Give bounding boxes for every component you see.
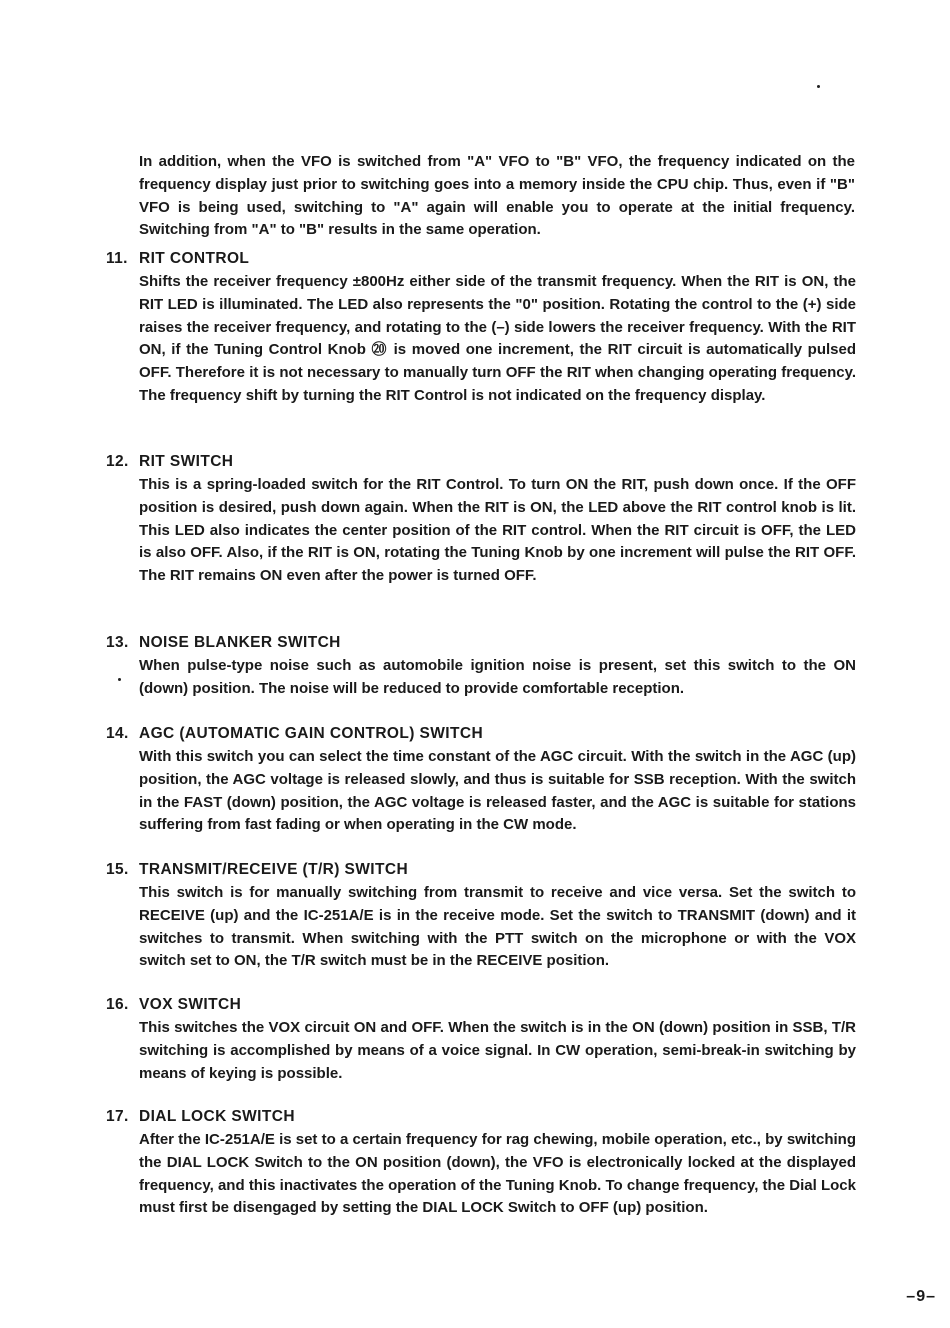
section-rit-switch	[106, 451, 856, 588]
section-number: 14.	[106, 725, 129, 742]
section-rit-control	[106, 248, 856, 408]
section-noise-blanker-switch	[106, 632, 856, 701]
section-number: 11.	[106, 250, 128, 267]
section-body: Shifts the receiver frequency ±800Hz either side of the transmit frequency. When the RIT is ON, the RIT LED is illuminated. The LED also represents the "0" position. Rotating the control to the (+) side raises the receiver frequency, and rotating to the (–) side lowers the receiver frequency. With the RIT ON, if the Tuning Control Knob ⑳ is moved one increment, the RIT circuit is automatically pulsed OFF. Therefore it is not necessary to manually turn OFF the RIT when changing operating frequency. The frequency shift by turning the RIT Control is not indicated on the frequency display.	[139, 273, 856, 404]
section-body: This switch is for manually switching from transmit to receive and vice versa. Set the switch to RECEIVE (up) and the IC-251A/E is in the receive mode. Set the switch to TRANSMIT (down) and it switches to transmit. When switching with the PTT switch on the microphone or with the VOX switch set to ON, the T/R switch must be in the RECEIVE position.	[139, 884, 856, 970]
section-title: AGC (AUTOMATIC GAIN CONTROL) SWITCH	[139, 725, 484, 742]
section-number: 15.	[106, 861, 129, 878]
section-title: DIAL LOCK SWITCH	[139, 1108, 295, 1125]
section-number: 17.	[106, 1108, 129, 1125]
section-number: 12.	[106, 453, 129, 470]
section-transmit-receive-switch	[106, 859, 856, 973]
section-body: With this switch you can select the time constant of the AGC circuit. With the switch in the AGC (up) position, the AGC voltage is released slowly, and thus is suitable for SSB reception. With the switch in the FAST (down) position, the AGC voltage is released faster, and the AGC is suitable for stations suffering from fast fading or when operating in the CW mode.	[139, 748, 856, 834]
section-title: RIT SWITCH	[139, 453, 234, 470]
section-body: When pulse-type noise such as automobile ignition noise is present, set this switch to the ON (down) position. The noise will be reduced to provide comfortable reception.	[139, 657, 856, 697]
section-title: RIT CONTROL	[139, 250, 250, 267]
section-body: After the IC-251A/E is set to a certain frequency for rag chewing, mobile operation, etc., by switching the DIAL LOCK Switch to the ON position (down), the VFO is electronically locked at the displayed frequency, and this inactivates the operation of the Tuning Knob. To change frequency, the Dial Lock must first be disengaged by setting the DIAL LOCK Switch to OFF (up) position.	[139, 1131, 856, 1217]
scan-speck	[817, 85, 820, 88]
section-number: 16.	[106, 996, 129, 1013]
page-number: –9–	[906, 1288, 936, 1305]
section-title: VOX SWITCH	[139, 996, 242, 1013]
section-body: This switches the VOX circuit ON and OFF. When the switch is in the ON (down) position in SSB, T/R switching is accomplished by means of a voice signal. In CW operation, semi-break-in switching by means of keying is possible.	[139, 1019, 856, 1082]
section-title: NOISE BLANKER SWITCH	[139, 634, 341, 651]
section-dial-lock-switch	[106, 1106, 856, 1220]
section-title: TRANSMIT/RECEIVE (T/R) SWITCH	[139, 861, 409, 878]
section-agc-switch	[106, 723, 856, 837]
section-body: This is a spring-loaded switch for the RIT Control. To turn ON the RIT, push down once. If the OFF position is desired, push down again. When the RIT is ON, the LED above the RIT control knob is lit. This LED also indicates the center position of the RIT control. When the RIT circuit is OFF, the LED is also OFF. Also, if the RIT is ON, rotating the Tuning Knob by one increment will pulse the RIT OFF. The RIT remains ON even after the power is turned OFF.	[139, 476, 856, 585]
section-vox-switch	[106, 994, 856, 1085]
intro-paragraph: In addition, when the VFO is switched from "A" VFO to "B" VFO, the frequency indicated on the frequency display just prior to switching goes into a memory inside the CPU chip. Thus, even if "B" VFO is being used, switching to "A" again will enable you to operate at the initial frequency. Switching from "A" to "B" results in the same operation.	[139, 153, 855, 239]
section-number: 13.	[106, 634, 129, 651]
